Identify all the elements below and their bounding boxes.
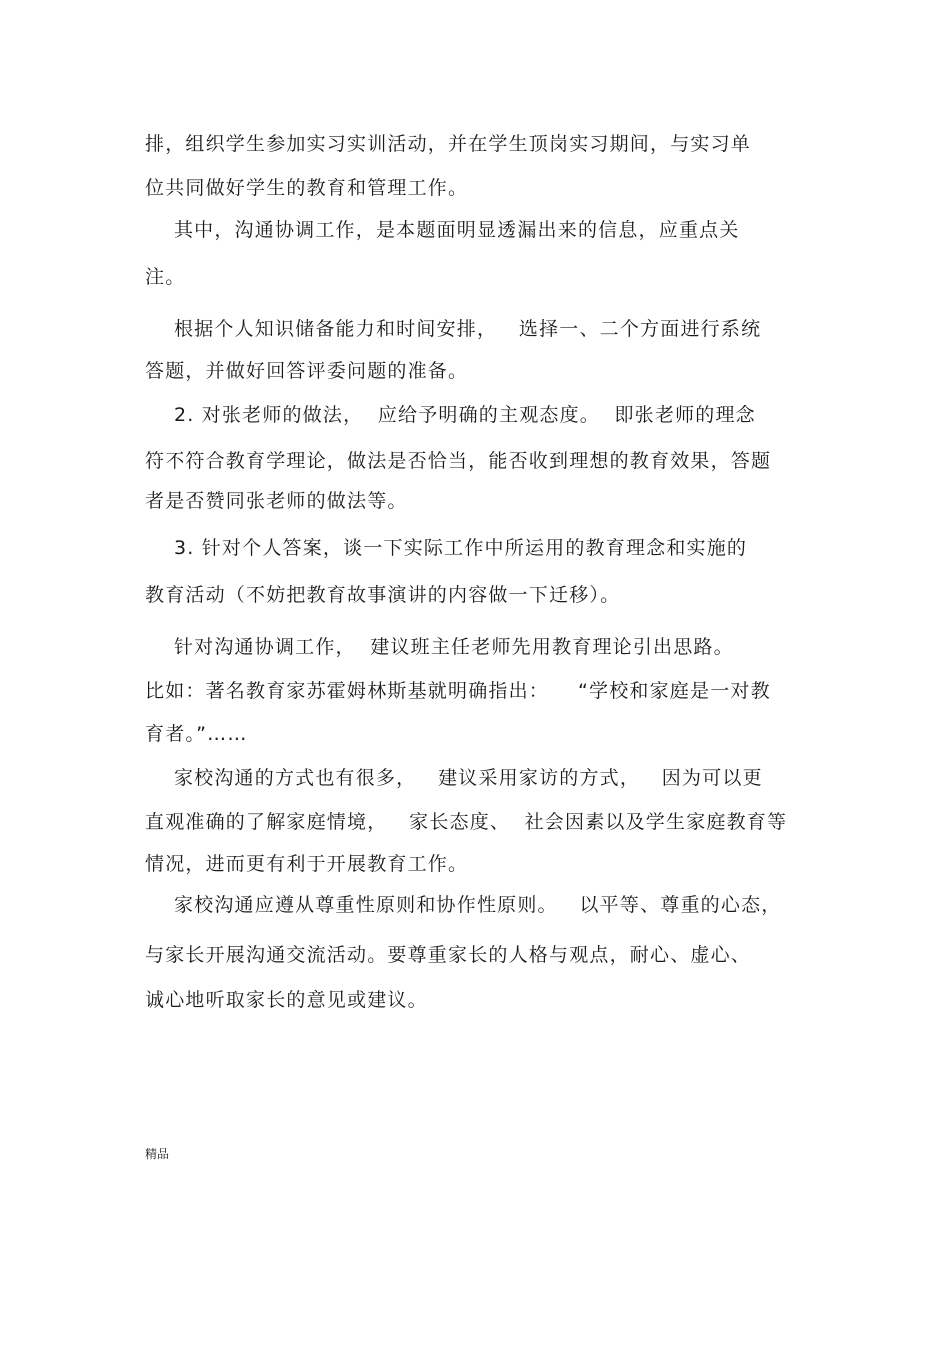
text-line: 其中，沟通协调工作，是本题面明显透漏出来的信息，应重点关 xyxy=(145,219,740,241)
text-line: 直观准确的了解家庭情境， 家长态度、 社会因素以及学生家庭教育等 xyxy=(145,811,788,833)
text-line: 比如：著名教育家苏霍姆林斯基就明确指出： “学校和家庭是一对教 xyxy=(145,680,771,702)
text-line: 3. 针对个人答案，谈一下实际工作中所运用的教育理念和实施的 xyxy=(145,537,748,559)
text-line: 符不符合教育学理论，做法是否恰当，能否收到理想的教育效果，答题 xyxy=(145,450,772,472)
text-line: 位共同做好学生的教育和管理工作。 xyxy=(145,177,469,199)
text-line: 针对沟通协调工作， 建议班主任老师先用教育理论引出思路。 xyxy=(145,636,734,658)
text-line: 根据个人知识储备能力和时间安排， 选择一、二个方面进行系统 xyxy=(145,318,762,340)
page-footer: 精品 xyxy=(145,1147,170,1161)
text-line: 注。 xyxy=(145,266,186,288)
text-line: 育者。”…… xyxy=(145,723,248,745)
text-line: 家校沟通的方式也有很多， 建议采用家访的方式， 因为可以更 xyxy=(145,767,763,789)
text-line: 者是否赞同张老师的做法等。 xyxy=(145,490,408,512)
text-line: 2. 对张老师的做法， 应给予明确的主观态度。 即张老师的理念 xyxy=(145,404,756,426)
text-line: 诚心地听取家长的意见或建议。 xyxy=(145,989,428,1011)
text-line: 排，组织学生参加实习实训活动，并在学生顶岗实习期间，与实习单 xyxy=(145,133,752,155)
text-line: 情况，进而更有利于开展教育工作。 xyxy=(145,853,469,875)
text-line: 家校沟通应遵从尊重性原则和协作性原则。 以平等、尊重的心态， xyxy=(145,894,782,916)
text-line: 教育活动（不妨把教育故事演讲的内容做一下迁移）。 xyxy=(145,584,621,606)
text-line: 答题，并做好回答评委问题的准备。 xyxy=(145,360,469,382)
text-line: 与家长开展沟通交流活动。要尊重家长的人格与观点，耐心、虚心、 xyxy=(145,944,752,966)
